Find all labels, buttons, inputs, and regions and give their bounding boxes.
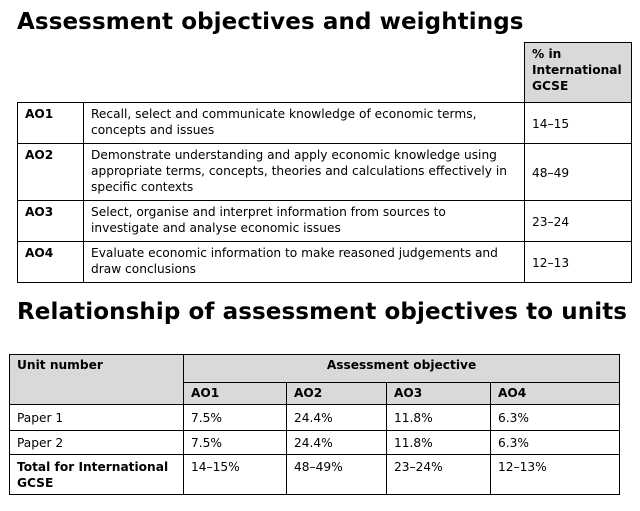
unit-value: 11.8% [387,405,491,431]
unit-value: 6.3% [491,431,620,455]
objective-column-header: AO1 [184,383,287,405]
blank-corner [18,43,525,103]
objective-column-header: AO3 [387,383,491,405]
unit-value: 11.8% [387,431,491,455]
unit-value: 7.5% [184,405,287,431]
unit-value: 24.4% [287,431,387,455]
objective-percent: 23–24 [525,201,632,242]
objective-percent: 48–49 [525,144,632,201]
objective-code: AO3 [18,201,84,242]
objective-percent: 14–15 [525,103,632,144]
table-row [18,103,632,144]
unit-value: 23–24% [387,455,491,495]
unit-value: 12–13% [491,455,620,495]
objective-description: Recall, select and communicate knowledge of economic terms, concepts and issues [84,103,525,144]
unit-label: Total for International GCSE [10,455,184,495]
table-row [10,405,620,431]
objective-percent: 12–13 [525,242,632,283]
objective-code: AO1 [18,103,84,144]
objective-description: Evaluate economic information to make reasoned judgements and draw conclusions [84,242,525,283]
assessment-objective-header: Assessment objective [184,355,620,383]
unit-value: 7.5% [184,431,287,455]
unit-label: Paper 2 [10,431,184,455]
unit-value: 24.4% [287,405,387,431]
table-row [10,431,620,455]
objective-code: AO4 [18,242,84,283]
table-row [18,144,632,201]
section-title-units: Relationship of assessment objectives to units [17,299,628,325]
unit-number-header: Unit number [10,355,184,405]
table-row [10,455,620,495]
unit-value: 48–49% [287,455,387,495]
unit-value: 14–15% [184,455,287,495]
unit-value: 6.3% [491,405,620,431]
unit-label: Paper 1 [10,405,184,431]
percent-column-header: % in International GCSE [525,43,632,103]
objective-description: Select, organise and interpret information from sources to investigate and analyse economic issues [84,201,525,242]
table-row [18,201,632,242]
units-table [9,354,620,495]
objective-column-header: AO2 [287,383,387,405]
objective-code: AO2 [18,144,84,201]
weightings-table [17,42,632,283]
objective-description: Demonstrate understanding and apply economic knowledge using appropriate terms, concepts, theories and calculations effectively in specific contexts [84,144,525,201]
page-title-weightings: Assessment objectives and weightings [17,9,524,35]
objective-column-header: AO4 [491,383,620,405]
table-row [18,242,632,283]
